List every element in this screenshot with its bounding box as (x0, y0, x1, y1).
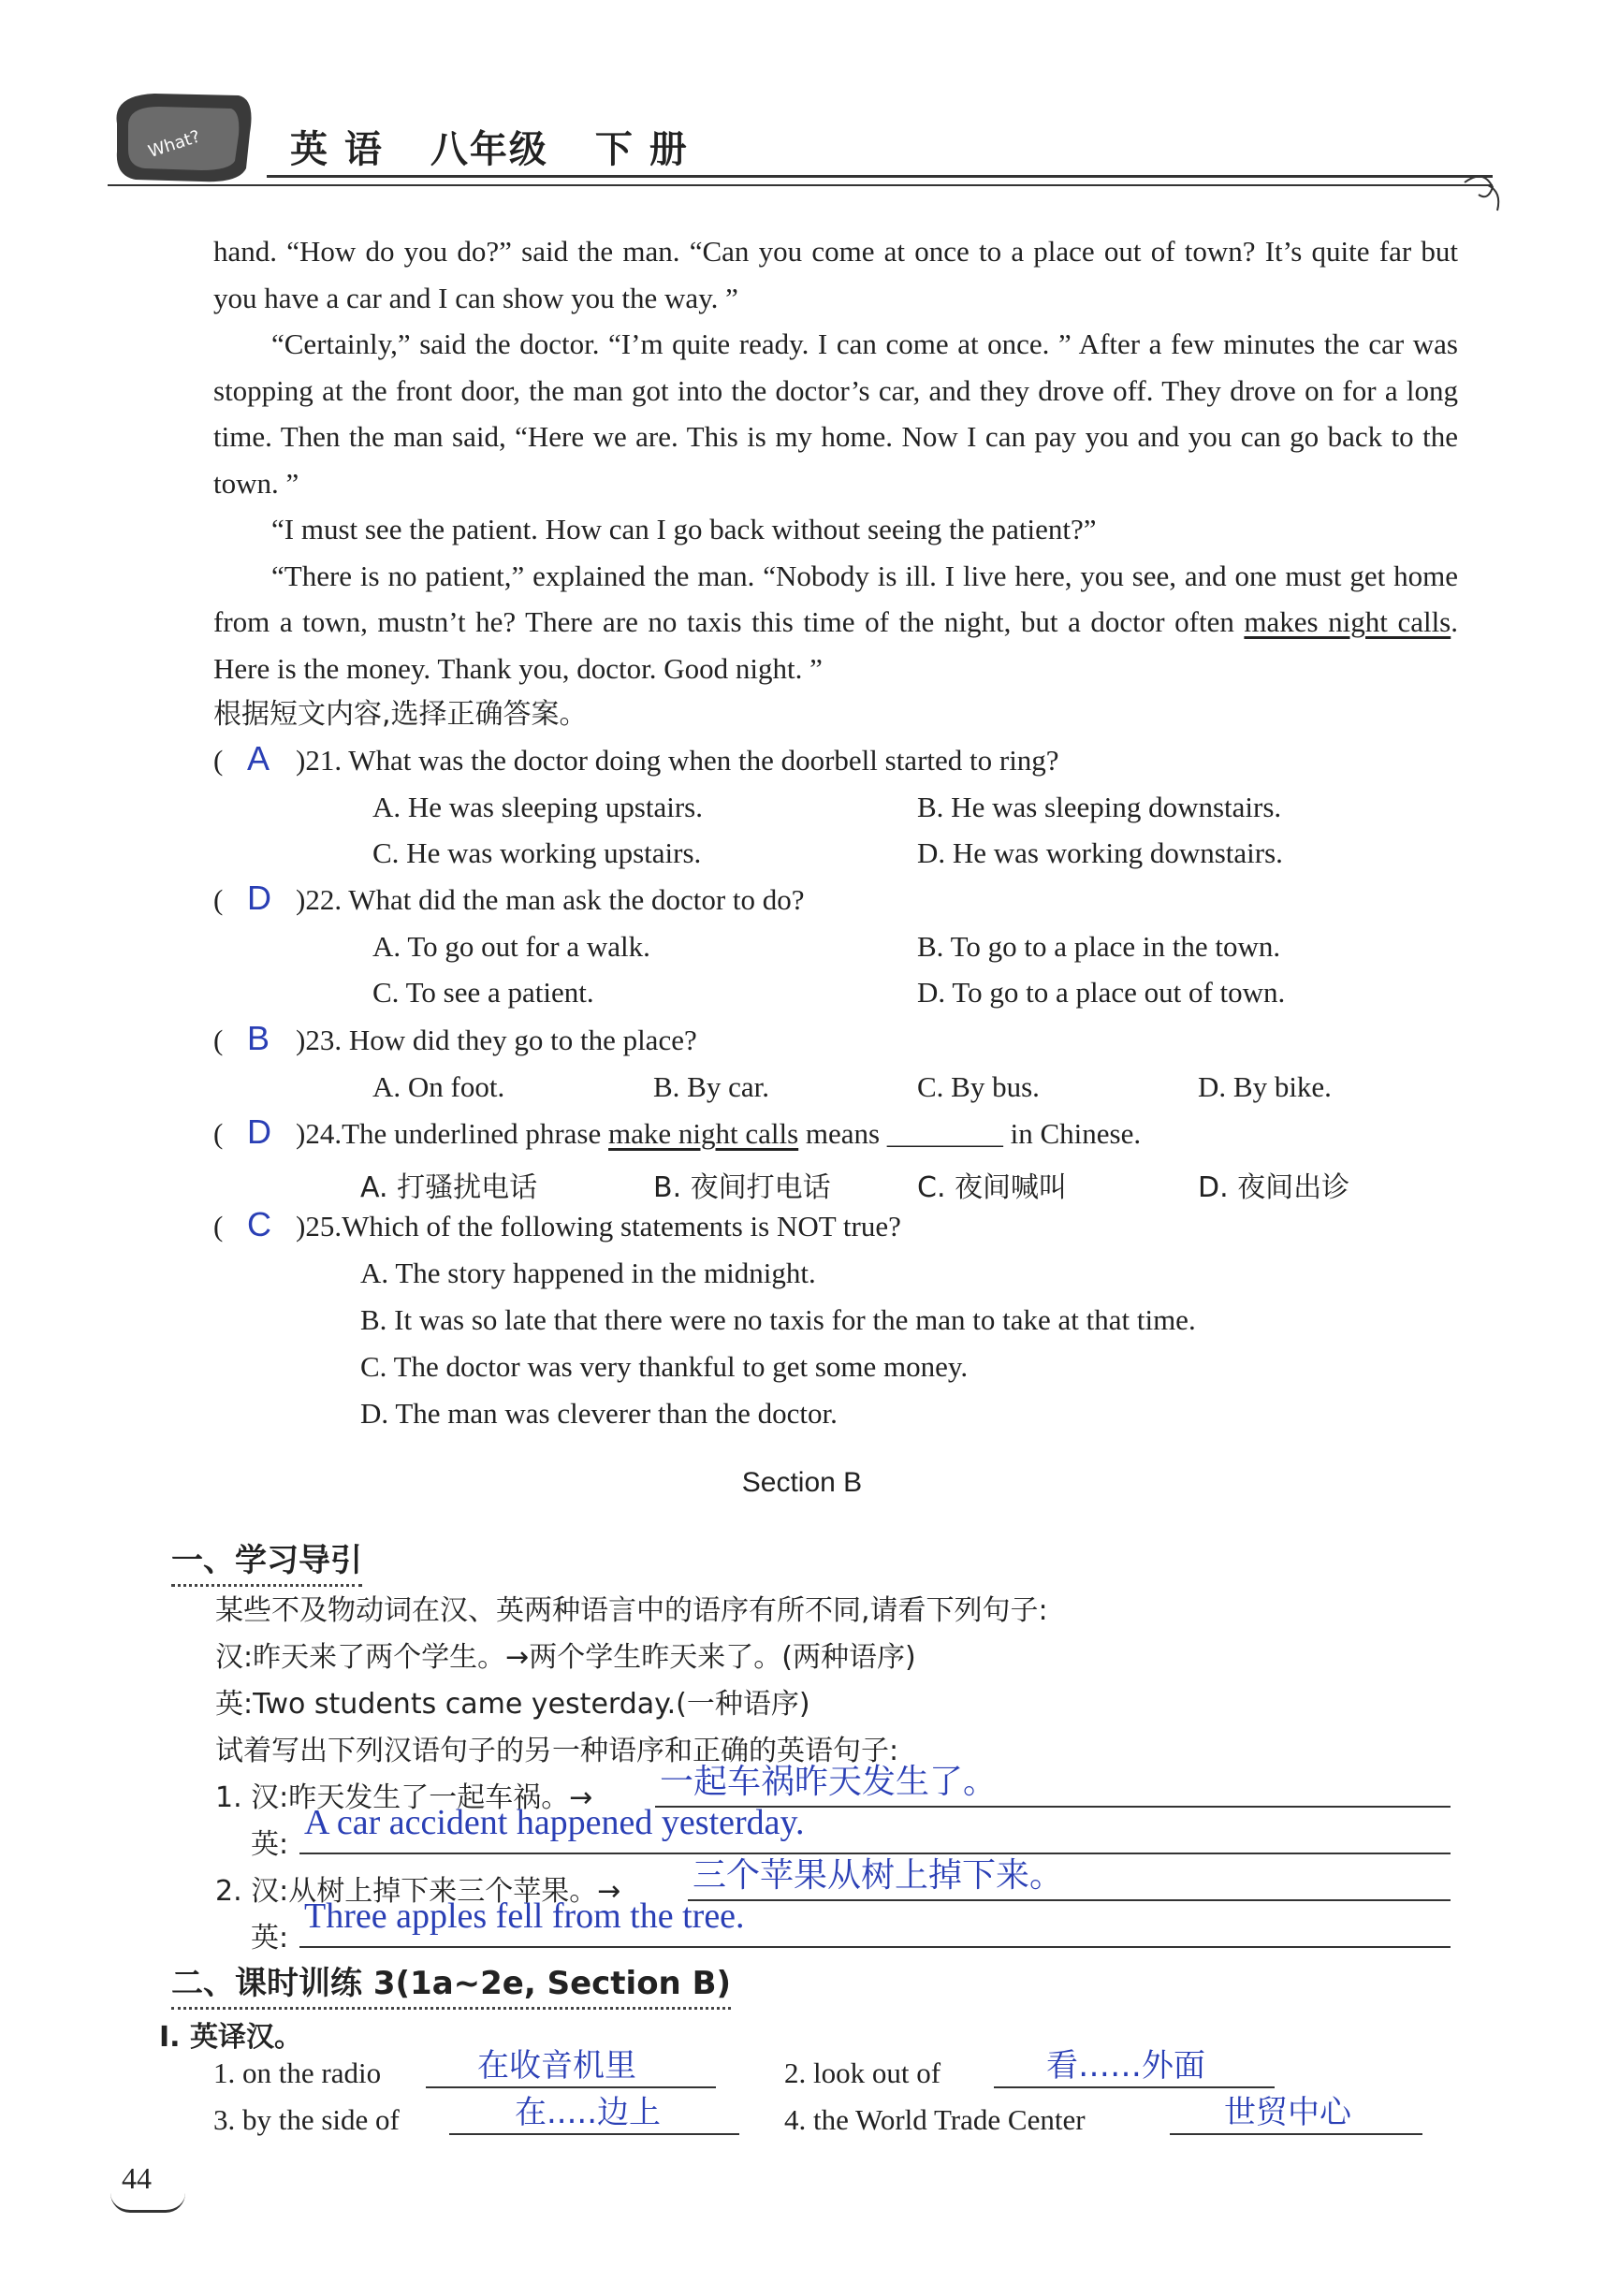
question-text: means ________ in Chinese. (798, 1117, 1142, 1150)
answer-23: B (247, 1019, 270, 1057)
guide-line-3: 英:Two students came yesterday.(一种语序) (215, 1688, 810, 1721)
svg-text:What?: What? (145, 126, 203, 163)
question-text: What was the doctor doing when the doorbell started to ring? (348, 744, 1059, 777)
option-25-a: A. The story happened in the midnight. (360, 1257, 816, 1289)
question-number: )21. (296, 744, 343, 777)
reading-passage (213, 228, 1458, 738)
header-title (290, 120, 721, 173)
grade-label: 八年级 (430, 128, 548, 171)
page-number: 44 (122, 2161, 152, 2195)
option-22-c: C. To see a patient. (372, 976, 594, 1009)
question-number: )25. (296, 1210, 343, 1242)
answer-24: D (247, 1112, 271, 1151)
instruction-text: 根据短文内容,选择正确答案。 (213, 698, 588, 731)
underlined-phrase: makes night calls (1244, 605, 1451, 638)
passage-text: “There is no patient,” explained the man. “Nobody is ill. I live here, you see, and one must get home from a town, mustn’t he? There are no taxis this time of the night, but a doctor often (213, 559, 1458, 638)
part2-subheading: Ⅰ. 英译汉。 (159, 2021, 303, 2054)
item2-zh-label: 2. 汉:从树上掉下来三个苹果。→ (215, 1875, 621, 1908)
vocab-1-label: 1. on the radio (213, 2056, 382, 2089)
option-24-b: B. 夜间打电话 (653, 1171, 831, 1204)
chalkboard-icon (108, 86, 257, 191)
vocab-3-label: 3. by the side of (213, 2103, 400, 2136)
part2-heading: 二、课时训练 3(1a~2e, Section B) (171, 1957, 731, 2010)
question-text: Which of the following statements is NOT true? (342, 1210, 901, 1242)
item2-zh-answer[interactable]: 三个苹果从树上掉下来。 (693, 1856, 1064, 1895)
subject-label: 英 语 (290, 128, 384, 171)
option-21-d: D. He was working downstairs. (917, 836, 1283, 869)
option-24-c: C. 夜间喊叫 (917, 1171, 1068, 1204)
question-23: ( (213, 1024, 224, 1056)
vocab-4-label: 4. the World Trade Center (784, 2103, 1086, 2136)
item2-zh-blank (688, 1899, 1451, 1901)
passage-paragraph-3: “I must see the patient. How can I go back without seeing the patient?” (271, 513, 1097, 545)
option-23-c: C. By bus. (917, 1070, 1040, 1103)
volume-label: 下 册 (594, 128, 689, 171)
vocab-3-blank (449, 2133, 739, 2135)
answer-21: A (247, 739, 270, 777)
question-text: The underlined phrase (342, 1117, 608, 1150)
item1-zh-answer[interactable]: 一起车祸昨天发生了。 (660, 1763, 998, 1801)
vocab-2-label: 2. look out of (784, 2056, 941, 2089)
leaf-ornament-icon (1460, 159, 1507, 215)
vocab-4-answer[interactable]: 世贸中心 (1224, 2094, 1351, 2131)
answer-25: C (247, 1205, 271, 1243)
option-22-a: A. To go out for a walk. (372, 930, 650, 963)
item2-en-answer[interactable]: Three apples fell from the tree. (304, 1896, 745, 1936)
option-24-d: D. 夜间出诊 (1198, 1171, 1350, 1204)
vocab-2-answer[interactable]: 看……外面 (1046, 2047, 1205, 2085)
question-22: ( (213, 883, 224, 916)
answer-22: D (247, 879, 271, 917)
header-logo (108, 86, 257, 191)
guide-line-1: 某些不及物动词在汉、英两种语言中的语序有所不同,请看下列句子: (215, 1594, 1048, 1627)
question-number: )23. (296, 1024, 343, 1056)
page-number-ornament (110, 2193, 185, 2213)
vocab-4-blank (1170, 2133, 1422, 2135)
option-25-c: C. The doctor was very thankful to get some money. (360, 1350, 969, 1383)
question-21-text (296, 744, 1059, 777)
option-23-b: B. By car. (653, 1070, 769, 1103)
option-21-b: B. He was sleeping downstairs. (917, 791, 1282, 823)
part1-heading: 一、学习导引 (171, 1534, 362, 1587)
option-22-d: D. To go to a place out of town. (917, 976, 1286, 1009)
option-23-a: A. On foot. (372, 1070, 505, 1103)
question-22-text (296, 883, 805, 917)
item2-en-label: 英: (251, 1922, 289, 1955)
question-25-text (296, 1210, 901, 1243)
option-21-c: C. He was working upstairs. (372, 836, 702, 869)
item2-en-blank (299, 1946, 1451, 1948)
option-23-d: D. By bike. (1198, 1070, 1332, 1103)
header-rule-bottom (108, 184, 1493, 186)
passage-paragraph-1: hand. “How do you do?” said the man. “Can you come at once to a place out of town? It’s quite far but you have a car and I can show you the way. ” (213, 235, 1458, 314)
passage-text: . Here is the money. Thank you, doctor. Good night. ” (213, 605, 1458, 685)
question-24: ( (213, 1117, 224, 1150)
vocab-1-answer[interactable]: 在收音机里 (477, 2047, 636, 2085)
question-text: How did they go to the place? (348, 1024, 697, 1056)
vocab-3-answer[interactable]: 在.....边上 (515, 2094, 662, 2131)
question-number: )24. (296, 1117, 343, 1150)
question-21: ( (213, 744, 224, 777)
guide-line-4: 试着写出下列汉语句子的另一种语序和正确的英语句子: (215, 1735, 899, 1767)
header-rule-top (267, 175, 1493, 178)
option-25-b: B. It was so late that there were no taxis for the man to take at that time. (360, 1303, 1196, 1336)
option-24-a: A. 打骚扰电话 (360, 1171, 538, 1204)
question-number: )22. (296, 883, 343, 916)
passage-paragraph-4 (213, 553, 1458, 692)
item1-zh-label: 1. 汉:昨天发生了一起车祸。→ (215, 1781, 593, 1814)
option-21-a: A. He was sleeping upstairs. (372, 791, 703, 823)
option-22-b: B. To go to a place in the town. (917, 930, 1281, 963)
section-b-title: Section B (741, 1467, 863, 1498)
passage-paragraph-2: “Certainly,” said the doctor. “I’m quite ready. I can come at once. ” After a few minutes the car was stopping at the front door, the man got into the doctor’s car, and they drove off. They drove on for a long time. Then the man said, “Here we are. This is my home. Now I can pay you and you can go back to the town. ” (213, 327, 1458, 500)
question-23-text (296, 1024, 697, 1057)
option-25-d: D. The man was cleverer than the doctor. (360, 1397, 838, 1430)
question-25: ( (213, 1210, 224, 1242)
guide-line-2: 汉:昨天来了两个学生。→两个学生昨天来了。(两种语序) (215, 1641, 916, 1674)
question-24-text (296, 1117, 1141, 1151)
item1-en-label: 英: (251, 1828, 289, 1861)
item1-en-answer[interactable]: A car accident happened yesterday. (304, 1803, 805, 1842)
underlined-phrase: make night calls (608, 1117, 799, 1150)
question-text: What did the man ask the doctor to do? (348, 883, 805, 916)
